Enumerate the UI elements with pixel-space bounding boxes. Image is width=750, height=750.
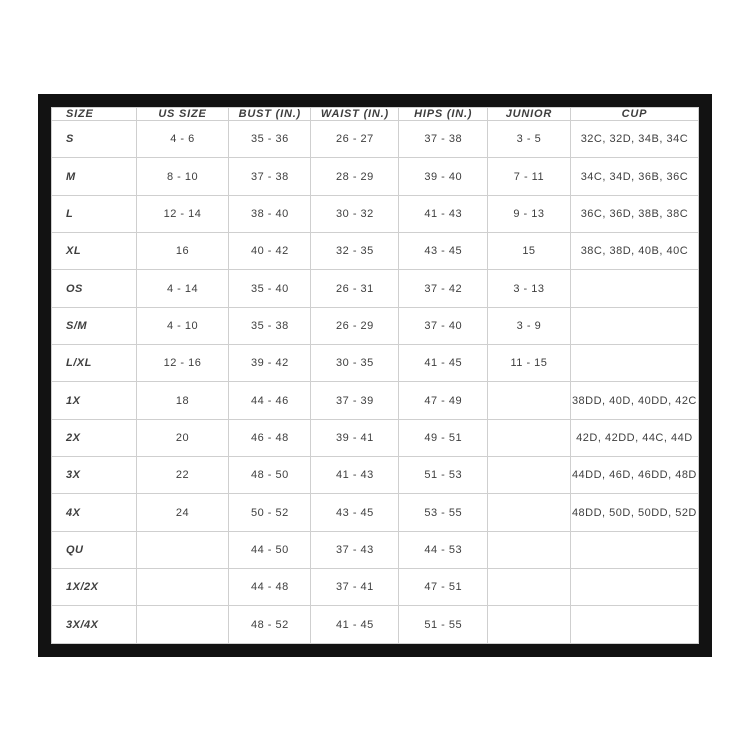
column-header-us-size: US SIZE [136, 108, 229, 121]
table-cell [136, 531, 229, 568]
table-cell: 53 - 55 [399, 494, 488, 531]
table-cell: 44 - 48 [229, 569, 311, 606]
table-cell: 44 - 53 [399, 531, 488, 568]
row-label: 1X/2X [52, 569, 137, 606]
row-label: 3X/4X [52, 606, 137, 644]
row-label: 4X [52, 494, 137, 531]
table-row [52, 494, 699, 531]
table-cell: 11 - 15 [488, 345, 571, 382]
row-label: S [52, 121, 137, 158]
table-cell: 44 - 46 [229, 382, 311, 419]
table-cell: 41 - 43 [399, 195, 488, 232]
table-cell [488, 606, 571, 644]
table-cell: 3 - 5 [488, 121, 571, 158]
table-cell: 48DD, 50D, 50DD, 52D [570, 494, 698, 531]
table-cell: 38C, 38D, 40B, 40C [570, 233, 698, 270]
table-cell: 24 [136, 494, 229, 531]
table-row [52, 233, 699, 270]
table-cell: 30 - 35 [311, 345, 399, 382]
table-cell [488, 457, 571, 494]
table-cell: 49 - 51 [399, 419, 488, 456]
table-cell: 26 - 31 [311, 270, 399, 307]
table-cell [488, 419, 571, 456]
table-cell [570, 569, 698, 606]
table-cell: 42D, 42DD, 44C, 44D [570, 419, 698, 456]
header-row [52, 108, 699, 121]
size-chart-frame [38, 94, 712, 657]
table-cell [136, 606, 229, 644]
table-cell: 36C, 36D, 38B, 38C [570, 195, 698, 232]
table-cell: 8 - 10 [136, 158, 229, 195]
table-cell: 12 - 14 [136, 195, 229, 232]
table-cell: 30 - 32 [311, 195, 399, 232]
table-cell [488, 531, 571, 568]
table-cell: 34C, 34D, 36B, 36C [570, 158, 698, 195]
table-cell [488, 569, 571, 606]
table-cell: 48 - 50 [229, 457, 311, 494]
table-cell [488, 382, 571, 419]
table-cell: 15 [488, 233, 571, 270]
table-cell: 44DD, 46D, 46DD, 48D [570, 457, 698, 494]
table-row [52, 419, 699, 456]
column-header-waist: WAIST (IN.) [311, 108, 399, 121]
table-cell: 46 - 48 [229, 419, 311, 456]
table-cell [570, 270, 698, 307]
table-cell: 26 - 29 [311, 307, 399, 344]
row-label: 2X [52, 419, 137, 456]
table-row [52, 606, 699, 644]
table-row [52, 270, 699, 307]
table-cell: 50 - 52 [229, 494, 311, 531]
table-cell: 37 - 38 [229, 158, 311, 195]
table-cell [570, 606, 698, 644]
table-cell: 39 - 42 [229, 345, 311, 382]
table-row [52, 195, 699, 232]
size-chart-table [51, 107, 699, 644]
column-header-hips: HIPS (IN.) [399, 108, 488, 121]
table-cell: 38 - 40 [229, 195, 311, 232]
table-cell: 44 - 50 [229, 531, 311, 568]
table-cell: 7 - 11 [488, 158, 571, 195]
table-cell [570, 531, 698, 568]
table-row [52, 345, 699, 382]
table-cell: 43 - 45 [399, 233, 488, 270]
table-cell: 39 - 41 [311, 419, 399, 456]
column-header-cup: CUP [570, 108, 698, 121]
row-label: L/XL [52, 345, 137, 382]
table-row [52, 158, 699, 195]
table-cell: 4 - 14 [136, 270, 229, 307]
column-header-junior: JUNIOR [488, 108, 571, 121]
table-cell: 32 - 35 [311, 233, 399, 270]
row-label: M [52, 158, 137, 195]
table-cell: 39 - 40 [399, 158, 488, 195]
table-cell: 51 - 53 [399, 457, 488, 494]
table-row [52, 382, 699, 419]
table-cell: 47 - 49 [399, 382, 488, 419]
table-cell: 3 - 13 [488, 270, 571, 307]
table-cell: 4 - 6 [136, 121, 229, 158]
table-cell: 16 [136, 233, 229, 270]
table-cell: 3 - 9 [488, 307, 571, 344]
table-cell: 35 - 40 [229, 270, 311, 307]
table-cell [570, 345, 698, 382]
table-cell: 9 - 13 [488, 195, 571, 232]
table-cell [488, 494, 571, 531]
row-label: 3X [52, 457, 137, 494]
table-row [52, 121, 699, 158]
table-cell: 51 - 55 [399, 606, 488, 644]
table-cell: 35 - 38 [229, 307, 311, 344]
column-header-size: SIZE [52, 108, 137, 121]
table-cell: 37 - 39 [311, 382, 399, 419]
table-cell: 37 - 43 [311, 531, 399, 568]
table-row [52, 569, 699, 606]
table-cell: 18 [136, 382, 229, 419]
table-cell: 37 - 42 [399, 270, 488, 307]
table-cell: 32C, 32D, 34B, 34C [570, 121, 698, 158]
table-cell: 28 - 29 [311, 158, 399, 195]
table-row [52, 531, 699, 568]
row-label: OS [52, 270, 137, 307]
table-cell: 41 - 45 [311, 606, 399, 644]
table-row [52, 457, 699, 494]
row-label: L [52, 195, 137, 232]
table-cell: 38DD, 40D, 40DD, 42C [570, 382, 698, 419]
row-label: 1X [52, 382, 137, 419]
table-cell: 35 - 36 [229, 121, 311, 158]
table-cell: 40 - 42 [229, 233, 311, 270]
table-cell: 12 - 16 [136, 345, 229, 382]
table-cell: 41 - 45 [399, 345, 488, 382]
column-header-bust: BUST (IN.) [229, 108, 311, 121]
row-label: S/M [52, 307, 137, 344]
table-cell: 37 - 40 [399, 307, 488, 344]
table-cell: 47 - 51 [399, 569, 488, 606]
table-cell: 4 - 10 [136, 307, 229, 344]
table-cell [136, 569, 229, 606]
table-cell: 43 - 45 [311, 494, 399, 531]
table-cell: 48 - 52 [229, 606, 311, 644]
table-cell: 22 [136, 457, 229, 494]
table-cell: 37 - 41 [311, 569, 399, 606]
table-cell [570, 307, 698, 344]
table-cell: 20 [136, 419, 229, 456]
row-label: QU [52, 531, 137, 568]
table-cell: 37 - 38 [399, 121, 488, 158]
table-cell: 26 - 27 [311, 121, 399, 158]
row-label: XL [52, 233, 137, 270]
table-cell: 41 - 43 [311, 457, 399, 494]
table-row [52, 307, 699, 344]
